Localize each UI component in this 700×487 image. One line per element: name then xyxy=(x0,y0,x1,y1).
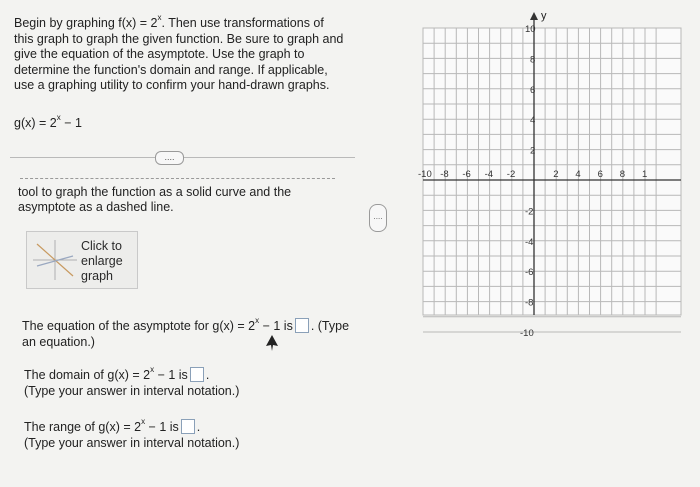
enlarge-label-line-3: graph xyxy=(81,269,113,283)
y-tick-label: -4 xyxy=(525,236,534,248)
enlarge-label-line-2: enlarge xyxy=(81,254,123,268)
y-axis-arrow-icon xyxy=(530,12,538,20)
y-tick-label: -2 xyxy=(525,206,534,218)
exponent: x xyxy=(141,417,146,426)
exponent: x xyxy=(56,113,61,122)
scrolled-text-edge xyxy=(20,178,335,179)
enlarge-label xyxy=(81,239,123,284)
instructions-line-1 xyxy=(14,12,359,32)
tool-instructions xyxy=(18,185,338,215)
domain-answer-box[interactable] xyxy=(190,367,204,382)
x-tick-label: 8 xyxy=(619,169,626,180)
y-tick-label: -8 xyxy=(525,297,534,309)
y-tick-label: 2 xyxy=(530,145,536,157)
coordinate-grid[interactable] xyxy=(395,0,700,487)
instructions-line-3: give the equation of the asymptote. Use the graph to xyxy=(14,47,305,62)
enlarge-graph-button[interactable] xyxy=(26,231,138,289)
question-text: − 1 is xyxy=(259,319,293,334)
function-text: g(x) = 2 xyxy=(14,116,57,131)
y-tick-label: 6 xyxy=(530,84,536,96)
instructions xyxy=(14,12,359,94)
y-tick-label: -6 xyxy=(525,267,534,279)
x-tick-label: 1 xyxy=(642,169,648,180)
asymptote-answer-box[interactable] xyxy=(295,318,309,333)
mouse-cursor-icon xyxy=(266,335,278,351)
exponent: x xyxy=(157,13,162,22)
x-tick-label: -4 xyxy=(484,169,494,180)
question-text: The equation of the asymptote for g(x) = 2 xyxy=(22,319,256,334)
panel-resize-handle[interactable]: .... xyxy=(369,204,387,232)
question-text: . xyxy=(205,368,210,383)
graph-thumbnail-icon xyxy=(33,240,77,280)
question-text: . xyxy=(196,420,201,435)
domain-question-line-1 xyxy=(24,364,239,383)
tool-text-line-1: tool to graph the function as a solid curve and the xyxy=(18,185,292,199)
asymptote-question-line-2: an equation.) xyxy=(22,335,95,350)
given-function xyxy=(14,115,82,130)
question-text: The range of g(x) = 2 xyxy=(24,420,142,435)
instructions-text: . Then use transformations of xyxy=(161,16,324,31)
function-text: − 1 xyxy=(60,116,82,131)
question-text: The domain of g(x) = 2 xyxy=(24,368,151,383)
domain-question xyxy=(24,364,239,399)
range-question-line-1 xyxy=(24,416,239,435)
asymptote-question-line-1 xyxy=(22,315,349,334)
tool-text-line-2: asymptote as a dashed line. xyxy=(18,200,174,214)
x-tick-label: -10 xyxy=(418,169,432,180)
exponent: x xyxy=(255,316,260,325)
instructions-line-5: use a graphing utility to confirm your hand-drawn graphs. xyxy=(14,78,330,93)
x-tick-label: -6 xyxy=(462,169,471,180)
x-tick-label: -8 xyxy=(440,169,449,180)
domain-hint: (Type your answer in interval notation.) xyxy=(24,384,240,399)
question-text: . (Type xyxy=(310,319,350,334)
x-tick-label: -2 xyxy=(506,169,516,180)
x-tick-label: 4 xyxy=(575,169,581,180)
range-hint: (Type your answer in interval notation.) xyxy=(24,436,240,451)
question-text: − 1 is xyxy=(145,420,179,435)
graph-panel xyxy=(395,0,700,487)
question-text: − 1 is xyxy=(154,368,188,383)
x-tick-label: 6 xyxy=(597,169,603,180)
y-tick-label: 8 xyxy=(530,54,536,66)
range-question xyxy=(24,416,239,451)
more-button[interactable]: .... xyxy=(155,151,184,165)
exponent: x xyxy=(150,365,155,374)
asymptote-question xyxy=(22,315,349,350)
range-answer-box[interactable] xyxy=(181,419,195,434)
y-tick-label: -10 xyxy=(520,328,534,339)
y-axis-label: y xyxy=(541,10,547,22)
instructions-text: Begin by graphing f(x) = 2 xyxy=(14,16,158,31)
enlarge-label-line-1: Click to xyxy=(81,239,122,253)
x-tick-label: 2 xyxy=(553,169,559,180)
instructions-line-2: this graph to graph the given function. Be sure to graph and xyxy=(14,31,344,46)
y-tick-label: 4 xyxy=(530,115,536,127)
y-tick-label: 10 xyxy=(525,24,536,35)
instructions-line-4: determine the function's domain and range. If applicable, xyxy=(14,62,328,77)
